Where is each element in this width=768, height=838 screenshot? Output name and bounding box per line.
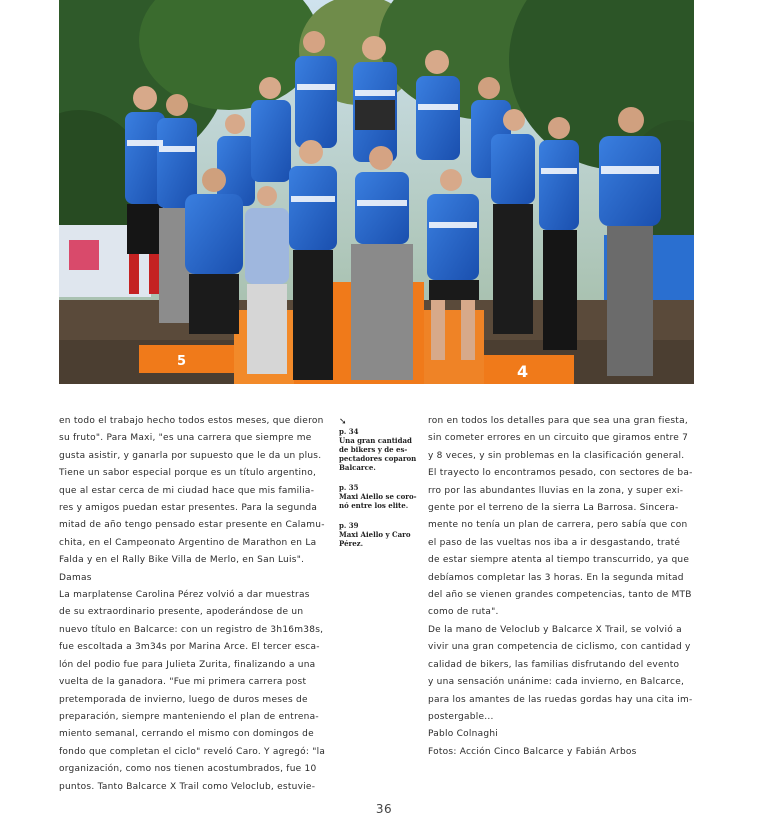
text-line: ron en todos los detalles para que sea una gran fiesta, <box>428 416 688 426</box>
text-line: miento semanal, cerrando el mismo con domingos de <box>59 729 314 740</box>
caption-line: Maxi Aiello se coro- <box>339 492 417 501</box>
caption-line: Balcarce. <box>339 463 376 472</box>
text-line: que al estar cerca de mi ciudad hace que mis familia- <box>59 485 315 496</box>
text-line: res y amigos puedan estar presentes. Para la segunda <box>59 503 318 514</box>
text-line: vuelta de la ganadora. "Fue mi primera carrera post <box>59 677 307 688</box>
caption-p35 <box>339 483 415 510</box>
caption-line: pectadores coparon <box>339 454 417 463</box>
text-line: fue escoltada a 3m34s por Marina Arce. El tercer esca- <box>59 642 320 653</box>
section-heading-damas: Damas <box>59 572 92 583</box>
author-name: Pablo Colnaghi <box>428 729 499 740</box>
text-line: sin cometer errores en un circuito que giramos entre 7 <box>428 433 689 444</box>
text-line: puntos. Tanto Balcarce X Trail como Veloclub, estuvie- <box>59 781 316 792</box>
text-line: para los amantes de las ruedas gordas hay una cita im- <box>428 694 693 705</box>
text-line: preparación, siempre manteniendo el plan de entrena- <box>59 711 319 722</box>
podium-number-4: 4 <box>517 362 529 381</box>
text-line: lón del podio fue para Julieta Zurita, finalizando a una <box>59 659 316 670</box>
text-line: chita, en el Campeonato Argentino de Marathon en La <box>59 537 317 548</box>
text-line: fondo que completan el ciclo" reveló Caro. Y agregó: "la <box>59 746 326 757</box>
caption-line: de bikers y de es- <box>339 445 408 454</box>
text-line: el paso de las vueltas nos iba a ir desgastando, traté <box>428 537 681 548</box>
text-line: como de ruta". <box>428 607 499 618</box>
text-line: La marplatense Carolina Pérez volvió a dar muestras <box>59 590 310 601</box>
caption-line: Una gran cantidad <box>339 436 412 445</box>
text-line: gente por el terreno de la sierra La Barrosa. Sincera- <box>428 503 679 514</box>
text-line: de estar siempre atenta al tiempo transcurrido, ya que <box>428 555 690 566</box>
text-line: mente no tenía un plan de carrera, pero sabía que con <box>428 520 688 531</box>
caption-page: p. 39 <box>339 521 359 530</box>
text-line: y 8 veces, y sin problemas en la clasificación general. <box>428 450 685 461</box>
text-line: postergable... <box>428 711 494 722</box>
text-line: del año se vienen grandes competencias, tanto de MTB <box>428 590 692 601</box>
text-line: en todo el trabajo hecho todos estos meses, que dieron <box>59 416 324 426</box>
text-line: rro por las abundantes lluvias en la zona, y super exi- <box>428 485 684 496</box>
text-line: calidad de bikers, las familias disfrutando del evento <box>428 659 680 670</box>
photo-credits: Fotos: Acción Cinco Balcarce y Fabián Arbos <box>428 746 637 757</box>
text-line: debíamos completar las 3 horas. En la segunda mitad <box>428 572 684 583</box>
podium-number-5: 5 <box>177 354 187 369</box>
text-line: Falda y en el Rally Bike Villa de Merlo, en San Luis". <box>59 555 305 566</box>
text-line: su fruto". Para Maxi, "es una carrera que siempre me <box>59 433 312 444</box>
podium-photo <box>59 0 694 384</box>
caption-p39 <box>339 521 415 548</box>
page-number: 36 <box>375 802 393 816</box>
text-line: y una sensación unánime: cada invierno, en Balcarce, <box>428 677 685 688</box>
caption-p34 <box>339 427 415 472</box>
text-line: El trayecto lo encontramos pesado, con sectores de ba- <box>428 468 693 479</box>
caption-line: nó entre los elite. <box>339 501 409 510</box>
text-line: organización, como nos tienen acostumbrados, fue 10 <box>59 764 317 775</box>
text-line: vivir una gran competencia de ciclismo, con cantidad y <box>428 642 691 653</box>
text-line: mitad de año tengo pensado estar presente en Calamu- <box>59 520 325 531</box>
photo-captions <box>339 417 415 559</box>
article-column-left <box>59 413 327 796</box>
caption-page: p. 34 <box>339 427 359 436</box>
caption-line: Pérez. <box>339 539 364 548</box>
text-line: de su extraordinario presente, apoderándose de un <box>59 607 304 618</box>
text-line: De la mano de Veloclub y Balcarce X Trail, se volvió a <box>428 624 682 635</box>
caption-line: Maxi Aiello y Caro <box>339 530 411 539</box>
text-line: Tiene un sabor especial porque es un título argentino, <box>59 468 317 479</box>
article-column-right <box>428 413 696 761</box>
text-line: nuevo título en Balcarce: con un registro de 3h16m38s, <box>59 624 324 635</box>
text-line: gusta asistir, y ganarla por supuesto que le da un plus. <box>59 450 322 461</box>
photo-podium-group-icon <box>59 0 694 384</box>
arrow-down-right-icon: ➘ <box>339 417 347 427</box>
caption-page: p. 35 <box>339 483 359 492</box>
text-line: pretemporada de invierno, luego de duros meses de <box>59 694 308 705</box>
